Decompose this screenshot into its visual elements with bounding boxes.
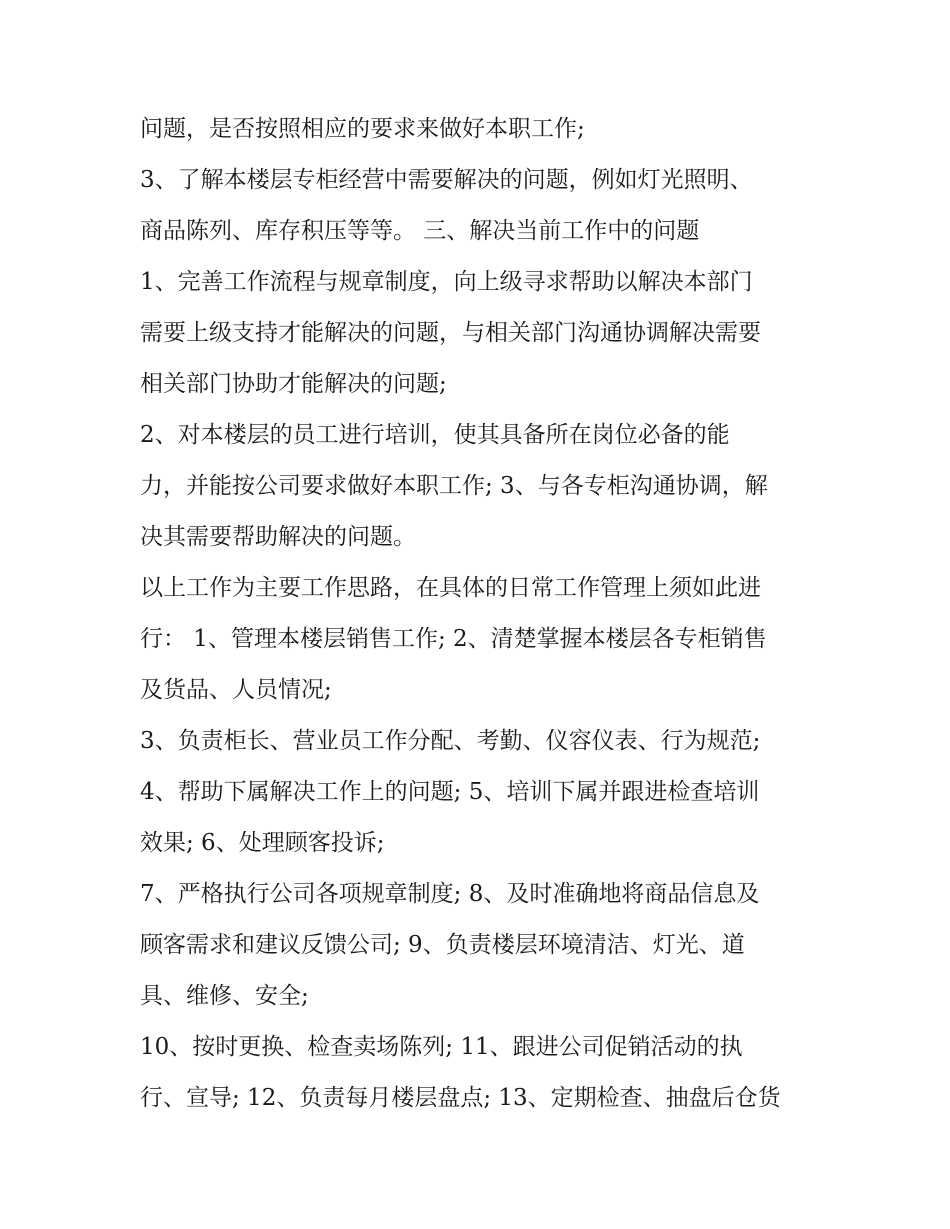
text-line: 相关部门协助才能解决的问题; (140, 371, 447, 397)
text-line: 4、帮助下属解决工作上的问题; 5、培训下属并跟进检查培训 (140, 779, 760, 805)
text-line: 顾客需求和建议反馈公司; 9、负责楼层环境清洁、灯光、道 (140, 932, 745, 958)
text-line: 1、完善工作流程与规章制度，向上级寻求帮助以解决本部门 (140, 269, 753, 295)
text-line: 商品陈列、库存积压等等。 三、解决当前工作中的问题 (140, 218, 700, 244)
text-line: 力，并能按公司要求做好本职工作; 3、与各专柜沟通协调，解 (140, 473, 768, 499)
text-line: 7、严格执行公司各项规章制度; 8、及时准确地将商品信息及 (140, 881, 760, 907)
text-line: 行、宣导; 12、负责每月楼层盘点; 13、定期检查、抽盘后仓货 (140, 1085, 781, 1111)
text-line: 3、了解本楼层专柜经营中需要解决的问题，例如灯光照明、 (140, 167, 753, 193)
text-line: 3、负责柜长、营业员工作分配、考勤、仪容仪表、行为规范; (140, 728, 761, 754)
text-line: 2、对本楼层的员工进行培训，使其具备所在岗位必备的能 (140, 422, 730, 448)
text-line: 具、维修、安全; (140, 983, 309, 1009)
text-line: 行： 1、管理本楼层销售工作; 2、清楚掌握本楼层各专柜销售 (140, 626, 767, 652)
text-line: 决其需要帮助解决的问题。 (140, 524, 416, 550)
body-text (140, 104, 820, 1124)
text-line: 及货品、人员情况; (140, 677, 332, 703)
text-line: 问题，是否按照相应的要求来做好本职工作; (140, 116, 585, 142)
text-line: 10、按时更换、检查卖场陈列; 11、跟进公司促销活动的执 (140, 1034, 743, 1060)
text-line: 效果; 6、处理顾客投诉; (140, 830, 385, 856)
text-line: 需要上级支持才能解决的问题，与相关部门沟通协调解决需要 (140, 320, 761, 346)
text-line: 以上工作为主要工作思路，在具体的日常工作管理上须如此进 (140, 575, 761, 601)
